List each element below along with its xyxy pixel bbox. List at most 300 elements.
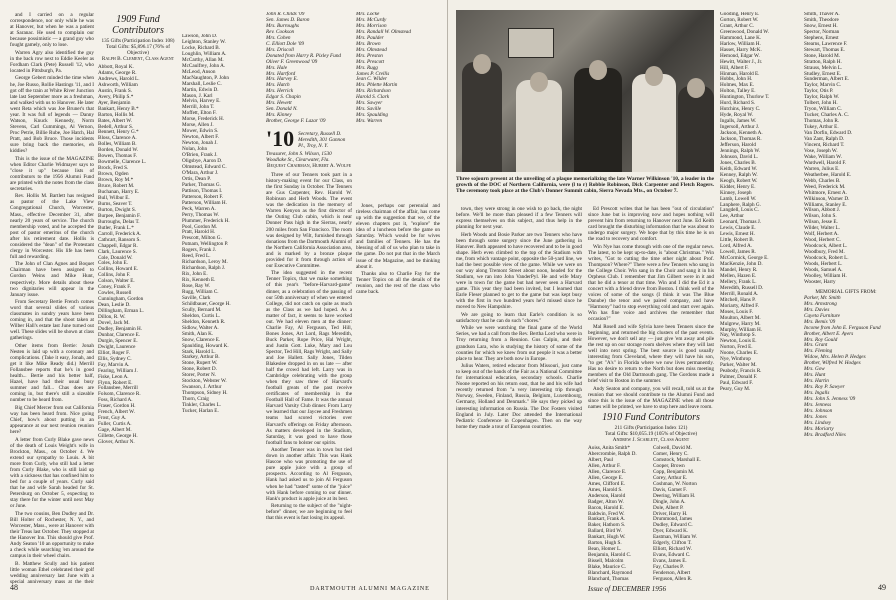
contributor-name: Weed, Frederick M. [804,183,846,190]
contributor-name: Blanchard, Thomas [588,576,629,581]
contributor-name: Deering, William H. [653,492,696,499]
contributor-name: Blake, Maurice C. [588,564,627,571]
class-note-paragraph: Ed Prescott writes that he has been "out of circulation" since June but is improving now and hopes nothing will prevent him from returning to Hanover next June. Ed Keith card brought the disturbing information that he was about to undergo major surgery. We hope that by this time he is on the road to recovery and comfort. [588,206,714,243]
contributor-name: Mower, Edwin S. [182,128,219,135]
contributor-name: Rogers, Frank J. [182,247,217,254]
contributor-name: Comer, Henry C. [653,451,689,457]
contributor-name: Rix, John E. [182,271,208,278]
contributor-name: Hill, Albert F. [720,64,749,71]
contributor-name: Stearns, Lawrence F. [804,40,848,47]
contributor-name: Dillingham, Erman L. [98,308,144,315]
contributor-name: Tucker, Charles A. C. [804,112,849,119]
memorial-gift-name: Mrs. Sawyer [356,100,383,107]
memorial-gift-name: Mrs. Ingalls [804,390,830,397]
memorial-gift-name: Mrs. Grant [804,342,828,349]
memorial-gift-name: Rev. Cookson [266,28,295,35]
contributor-name: Leighton, Stanley W. [182,38,226,45]
memorial-gift-name: Mrs. Randall W. Olmstead [356,28,411,35]
contributor-name: Patterson, William H. [182,199,227,206]
class-note-paragraph: A letter from Curly Blake gave news of the death of Louis Weight's wife in Brockton, Mass., on October 4. We extend our sympathy to Louis. A bit more from Curly, who still had a letter from Curly Blake, who is still laid up with a sickness that has confined him to bed for a couple of years. Curly said that he and wife Sarah headed for St. Petersburg on October 5, expecting to stay there for the winter until next May or June. [10,436,94,510]
memorial-gift-name: Brother, Albert E. Ayers [804,330,854,337]
contributor-name: Fiske, Leon A. [98,373,129,380]
contributor-name: Meredith, Russell D. [720,284,764,291]
memorial-gift-name: Mrs. Hewett [266,100,292,107]
contributor-name: Melvin, Harvey E. [182,98,221,105]
contributor-name: Follansbee, Merrill [98,385,138,392]
contributor-name: Dwight, Laurence [98,343,136,350]
memorial-gift-name: Mrs. Gow [804,366,825,373]
memorial-gift-name: Mrs. Saville [356,106,382,113]
contributor-name: Pratt, Harold H. [182,229,216,236]
contributor-name: Lewis, Ernest H. [720,231,755,238]
contributor-name: Taylor, Otis P. [804,88,834,95]
contributor-name: Tryon, William C. [804,106,842,113]
memorial-gift-name: Mrs. Richardson [356,88,391,95]
contributor-name: Locke, Richard B. [182,44,221,51]
contributor-name: Dean, Leslie D. [98,302,131,309]
contributor-name: Brown, Ogden [98,171,129,178]
contributor-name: Newton, Albert F. [182,134,220,141]
contributor-name: Nye, Winthrop [720,356,751,363]
contributor-name: McCormick, George E. [720,255,769,262]
memorial-gift-name: Income from John E. Ferguson Fund [804,324,881,331]
contributor-name: Cunningham, Gordon [98,296,144,303]
contributor-name: Dyer, Edward K. [653,528,689,535]
memorial-gift-name: Mrs. Fleming [804,348,833,355]
contributor-name: Fay, Marvin A. [98,361,130,368]
fund-1909-list-b [182,34,262,415]
contributor-name: Bankart, Frank A. [588,516,626,523]
contributor-name: Murphy, William H. [720,326,763,333]
contributor-name: Loughlin, William A. [182,50,227,57]
contributor-name: O'Brien, Frank J. [182,152,218,159]
contributor-name: Sunderman, Albert E. [804,76,849,83]
contributor-name: Durgin, Spencer E. [98,337,138,344]
contributor-name: Fay, Charles P. [653,564,684,571]
contributor-name: Bloss, Clarence A. [98,135,137,142]
contributor-name: Thompson, Sidney H. [182,390,228,397]
contributor-name: Hammond, Lane K. [720,34,762,41]
memorial-gift-name: Harold S. Clark [356,94,390,101]
contributor-name: Lord, Alfred A. [720,243,752,250]
class-note-paragraph: While we were watching the final game of the World Series, we had a call from the Rev. Bertha Lord who were in Troy returning from a Reunion. Gus Calpin, and their grandson Lara, who is studying the history of some of the counties for which we knew from out people it was a better place to hear. They are both now in Europe. [456,325,582,362]
contributor-name: Greenwood, Donald W. [720,28,769,35]
contributor-name: Mason, J. Karl [182,92,213,99]
contributor-name: Taylor, Marvin C. [804,82,842,89]
contributor-name: Burpee, Benjamin F. [98,212,141,219]
contributor-name: Cowles, Russell [98,290,132,297]
contributor-name: Dole, Albert P. [653,504,684,511]
contributor-name: Paul, Edward F. [720,380,754,387]
contributor-name: Richardson, Leroy M. [182,259,228,266]
memorial-plaque [508,28,554,58]
contributor-name: Harlow, William H. [720,40,761,47]
contributor-name: Jackson, Thomas R. [720,136,762,143]
contributor-name: Fuller, Curtis A. [98,421,132,428]
memorial-gift-name: Mrs. John S. Jenness '09 [804,396,856,403]
fund-1909-total: Total Gifts: $5,896.17 (76% of Objective) [106,44,170,56]
class-note-paragraph: Another Tenner was in town but tied down in another affair. This was Hank Hascoe who was promoting the use of pure apple juice with a group of prospects. According to Al Ferguson, Hank had asked us to join Al Ferguson when he had "tasted" some of the "juice" with Hank before coming to our dinner. Hank's product is apple juice at its best. [266,447,352,502]
contributor-name: Coshman, W. Norton [653,480,697,487]
fund-1910-list-a [588,446,649,581]
contributor-name: Bull, Wilbur E. [98,194,130,201]
contributor-name: Wardwell, Harold F. [804,159,847,166]
contributor-name: Wilson, Jesse E. [804,219,838,226]
contributor-name: Hasset, Harry McK. [720,46,762,53]
contributor-name: Starkey, Arthur B. [182,354,220,361]
contributor-name: Bennett, Henry G.* [98,129,139,136]
contributor-name: Woods, Samuel A. [804,266,843,273]
contributor-name: Scully, Bernard M. [182,306,222,313]
contributor-name: Cole, Donald W. [98,254,133,261]
dedication-photo [456,10,714,172]
contributor-name: Coles, John E. [98,260,128,267]
contributor-name: Bean, Homer L. [588,546,622,553]
contributor-name: Ferguson, Allen R. [653,576,693,581]
contributor-name: Holton, Talley E. [720,88,756,95]
contributor-name: Newton, Louis E. [720,338,757,345]
contributor-name: Hemond, Edgar W. [720,52,760,59]
contributor-name: Grant, Arthur C. [720,22,755,29]
contributor-name: Stark, Harold L. [182,348,216,355]
memorial-gift-name: Mrs. Harvey E. [266,76,298,83]
contributor-name: Williams, Stanley E. [804,201,847,208]
left-col-2 [98,12,178,584]
contributor-name: Colson, Walter E. [98,278,135,285]
memorial-gift-name: Mrs. Rugg [356,64,378,71]
contributor-name: Tucker, Harlan E. [182,408,219,415]
right-col-2 [588,206,714,581]
contributor-name: Webb, Charles B. [804,177,841,184]
contributor-name: Stratton, Ralph H. [804,58,842,65]
class-note-paragraph: town, they were strong in one wish to go back, the night before. We'll be more than pleased if a few Tenners will express themselves on this subject, and thus help in the planning for next year. [456,206,582,231]
contributor-name: Dudley, Edward C. [653,522,693,529]
contributor-name: Parker, Walter M. [720,362,757,369]
memorial-gift-name: Mrs. Hatch [266,82,290,89]
contributor-name: Clark, Laurence S. [98,248,137,255]
memorial-gift-name: Mrs. Hartin [804,378,829,385]
class-note-paragraph: Thanks also to Charlie Fay for the Tenner Topics on all the details of the reunion, and the rest of the class who came back. [356,271,440,296]
contributor-name: Glover, Arthur N. [98,439,135,446]
contributor-name: Wilson, John S. [804,213,837,220]
contributor-name: Smith, Thaver A. [804,12,840,17]
class-note-paragraph: Three of our Tenners took part in a history-making event for our Class, on the first Sunday in October. The Tenners are Gus Carpenter, Rev. Harold W. Robinson and Herb Woods. The event was the dedication in the memory of Warren Kenyon as the first director of the Outing Club cabin, which is near Donner Pass high in the Sierras, nearly 200 miles from San Francisco. The room was designed by Wilt, furnished through donations from the Dartmouth Alumni of the Northern California Association area, and is marked by a bronze plaque provided for it from through action of our Executive Committee. [266,172,352,269]
contributor-name: Ingersoll, Arthur J. [720,124,760,131]
class-1910-heading [266,126,352,152]
contributor-name: Bruce, Robert M. [98,183,135,190]
contributor-name: Van Dorfin, Edward D. [804,130,853,137]
magazine-footer: DARTMOUTH ALUMNI MAGAZINE [310,585,430,592]
contributor-name: Thomas, John R. [804,118,840,125]
contributor-name: Bolles, William B. [98,141,137,148]
contributor-name: Tukey, Arthur E. [804,124,839,131]
contributor-name: Rugg, William C. [182,288,219,295]
contributor-name: Abercrombie, Ralph D. [588,451,637,457]
contributor-name: Warren, Julius E. [804,165,840,172]
contributor-name: Frost, Guy A. [98,415,127,422]
contributor-name: Moriarty, Alfred F. [720,302,760,309]
contributor-name: Chappell, Edgar R. [98,242,138,249]
contributor-name: Parker, Thomas G. [182,181,221,188]
contributor-name: Ingalls, James W. [720,118,757,125]
contributor-name: Bedell, Arthur S. [98,123,134,130]
memorial-gift-name: Mrs. Hunt [804,372,826,379]
contributor-name: Leonard, Thomas J. [720,219,762,226]
fund-1909-title: 1909 Fund Contributors [112,14,164,36]
contributor-name: Rix, Kenneth E. [182,277,216,284]
class-note-paragraph: Julius Waters, retired educator from Missouri, just came to keep out of the hands of the Fair as a National Committee for international education, secondary schools. Charlie Noone reported on his return east, that he and his wife had recently returned from "a very interesting trip through Norway, Sweden, Finland, Russia, Belgium, Luxembourg, Germany, Holland and Denmark." He says they picked up interesting information on Russia. The Doc Fosters visited England in July. Later Doc attended the International Pediatric Conference in Copenhagen. Then on the way home they made a tour of European countries. [456,363,582,430]
class-note-paragraph: The John of Clan Agnes and Boquet Chairman have been assigned to Gordon Weins and Mike Hunt, respectively. More details about these two dignitaries will appear in the January issue. [10,261,94,298]
contributor-name: Gorton, Robert W. [720,16,759,23]
memorial-gift-name: Cayeta Furniture [804,312,840,319]
contributor-name: Andrews, Harold L. [98,75,140,82]
contributor-name: Allen, Clarence E. [588,468,627,475]
contributor-name: Dunbar, Clarence E. [98,331,141,338]
right-col-4 [804,12,888,584]
contributor-name: Putnam, Wellington P. [182,241,229,248]
contributor-name: Strauss, Melvin L. [804,64,843,71]
fund-1910-total: Total Gifts: $10,055.19 (105% of Objective) [604,431,698,438]
contributor-name: McCaulfrey, John A. [182,62,226,69]
contributor-name: Bissell, Malcolm [588,558,624,565]
memorial-gift-name: Mrs. Kinney [266,112,292,119]
contributor-name: Allen, George E. [588,474,624,481]
memorial-gift-name: Mrs. Bradford Niles [804,431,846,438]
contributor-name: Plummer, Frederick H. [182,217,230,224]
class-note-paragraph: Other items from Bertie: Jonah Nesten is laid up with a coronary and complications. (Take it easy, Jonah, and get it like Mike Ready did.) Merrill Follansbee reports that he's in good health... Bertie and his better half, Hazel, have had their usual busy summer and fall... Chas does are coming in, but there's still a sizeable number to be heard from. [10,342,94,404]
contributor-name: O'Mara, Arthur J. [182,169,219,176]
contributor-name: Mandel, Henry R. [720,266,758,273]
right-col-3 [720,12,800,584]
contributor-name: Huntington, Thurlow T. [720,94,770,101]
contributor-name: Avery, Philip S.* [98,93,134,100]
contributor-name: Drummond, James [653,516,693,523]
contributor-name: Stone, Robert D. [182,366,217,373]
fund-1910-list-d [804,12,888,286]
contributor-name: Keith, Edward W. [720,165,758,172]
contributor-name: Weatherbee, Harold E. [804,171,852,178]
contributor-name: Nolan, John [182,146,208,153]
memorial-gift-name: Brother, George F. Lazar '09 [266,118,326,125]
right-col-1 [456,206,582,581]
class-note-paragraph: Big Chief Mercer from out California way has been heard from. Nice going Chief, how's about putting in an appearance at our next reunion reunion here? [10,404,94,436]
contributor-name: Olmstead, Edward C. [182,163,227,170]
memorial-gift-name: Mrs. Driscoll [266,46,294,53]
left-folio: 48 [10,583,18,592]
fund-1910-agent: Andrew J. Scarlett, Class Agent [612,437,690,444]
class-note-paragraph: From Secretary Bertie French comes word that several slides of various classmates in sundry years have been coming in, and that the shoot taken at Wilber Hall's estate last June turned out well. These slides will be shown at class gatherings. [10,299,94,342]
contributor-name: Norton, Fred E. [720,344,753,351]
memorial-gift-name: John R. Childs '09 [266,12,305,17]
contributor-name: Smith, Alan K. [182,330,214,337]
contributor-name: Buchanan, Harry E. [98,189,140,196]
contributor-name: Bowen, Thomas F. [98,153,137,160]
contributor-name: Dillon, R. W. [98,314,126,321]
contributor-name: Schildbauer, George H. [182,300,231,307]
contributor-name: Dudley, Benjamin H. [98,325,143,332]
contributor-name: Coney, Frank F. [98,284,131,291]
contributor-name: Cathcart, Ransom S. [98,236,141,243]
fund-1910-list-c [720,12,800,393]
contributor-name: Wilson, Abbott J. [804,207,841,214]
contributor-name: Sheldon, Curtis L. [182,312,221,319]
contributor-name: Kinney, Joseph [720,189,752,196]
contributor-name: Spector, Norman [804,28,840,35]
memorial-gift-name: Parker, Mr. Smith [804,294,841,301]
contributor-name: Hewitt, Walter J., Jr. [720,58,763,65]
contributor-name: Langdell, Louis C. [720,207,759,214]
class-note-paragraph: Win Nye has come through with one of the regular news. The latest, to be kept up-to-date, is "about Christmas." Win writes, "Got to cutting the time other night about Prof. Thompson? Where?" There were a few Tenners who sang in the College Choir. Win sang in the Choir and sang it in his Orpheus Club. I remember that Jim Gilbert were in it and that he did a tenor at that time. Win and I did the Ed it a concert with a friend drove from Boston. I think well of the voices of some of the songs (I think it was The Blue Danube) the tenor and we paired company, and have "Harmony" had to stop everything cold and start over again. Win has fine voice and archives the remember that occasion?" [588,243,714,323]
contributor-name: Stewart, Thomas E. [804,46,845,53]
left-col-3 [182,34,262,600]
memorial-gift-name: Mrs. Hale [266,64,288,71]
contributor-name: Elliot, Roger F. [98,349,130,356]
class-note-paragraph: B. Matthew Scully and his patient little woman Ethel celebrated their golf wedding anniversary last June with a special anniversary mass at the their [10,560,94,584]
contributor-name: Jackson, Kenneth A. [720,130,763,137]
contributor-name: Elliott, Richard W. [653,546,692,553]
memorial-gift-name: Mrs. Brown [356,40,381,47]
contributor-name: Eastman, William W. [653,534,698,541]
contributor-name: Driver, Harry H. [653,510,688,517]
contributor-name: Hyde, Royal W. [720,112,754,119]
contributor-name: Pool, Gordon M. [182,223,218,230]
contributor-name: Oligsbye, Aaron D. [182,158,223,165]
contributor-name: Wake, William W. [804,153,842,160]
contributor-name: Peabody, Francis R. [720,368,762,375]
memorial-gift-name: Mrs. Hartford [266,70,296,77]
contributor-name: Van Zant, Ralph D. [804,136,845,143]
left-col-4 [266,12,352,584]
memorial-gift-name: Mrs. Davies [804,306,830,313]
memorial-gift-name: Jean C. Wilder [356,76,387,83]
contributor-name: Sidlow, Walter A. [182,324,219,331]
contributor-name: Anderson, Harold [588,492,626,499]
memorial-gift-name: Mrs. Roy P. Sawyer [804,384,845,391]
contributor-name: Dingle, John A. [653,498,686,505]
contributor-name: Peary, Guy M. [720,386,751,393]
contributor-name: Collins, Howard E. [98,266,139,273]
contributor-name: Lee, Arthur [720,213,744,220]
photo-caption: Three sojourn present at the unveiling of a plaque memorializing the late Warner Wilkinson '10, a leader in the growth of the DOC of Northern California, were (l to r) Robbie Robinson, Dick Carpenter and Fletch Rogers. The ceremony took place at the Club's Donner Summit cabin, Sierra Nevada Mts., on October 7. [456,176,714,195]
contributor-name: Ashworth, William [98,81,138,88]
memorial-gift-name: Mrs. Phlette Martin [356,82,398,89]
contributor-name: Richardson, Ralph J. [182,265,226,272]
memorial-gifts-head: MEMORIAL GIFTS FROM: [815,288,877,295]
contributor-name: Jefferson, Harold [720,141,756,148]
contributor-name: Aoiss, Anita Smith* [588,445,630,452]
contributor-name: Blanchard, Raymond [588,570,633,577]
contributor-name: Lowell, James R. [720,249,757,256]
contributor-name: Baker, Hathorn S. [588,522,626,529]
contributor-name: Marshall, Leslie C. [182,80,222,87]
contributor-name: MacKenzie, John D. [720,261,763,268]
contributor-name: Hutchins, Henry C. [720,106,761,113]
contributor-name: Lewis, Claude E. [720,225,756,232]
contributor-name: Cooper, Brown [653,462,685,469]
memorial-gift-name: Mrs. Herrick [266,88,294,95]
class-year: '10 [266,126,295,152]
left-col-5 [356,12,440,584]
contributor-name: Bates, Albert W. [98,117,133,124]
contributor-name: Jennings, Ralph W. [720,147,761,154]
contributor-name: Morse, Allen J. [182,122,214,129]
contributor-name: Spaulding, Howard K. [182,342,229,349]
contributor-name: Collins, John F. [98,272,131,279]
contributor-name: Stone, Harold M. [804,52,841,59]
contributor-name: Burns, Seaver T. [98,200,133,207]
contributor-name: Taylor, Ralph W. [804,94,840,101]
contributor-name: MacNaughton, P. John [182,74,229,81]
memorial-gift-name: Sen. James D. Baron [266,16,310,23]
contributor-name: Gooding, Henry E. [720,12,760,17]
contributor-name: Merrill, John T. [182,104,215,111]
class-note-paragraph: George Gebert minded the time when he, Joe Russo, Rollie Hastings '11, and I got off the train at White River Junction late last September more as a freshman, and walked with us to Hanover. He later went Reta which was Joe Bruner's that year. It was full of legends — Danny Watson, Knuck Kennedy, Norm Stevens, Carl Cummings, Al Vernon, Proc Petrie, Billie Rube, Joe Hatch, Hal Pratt, and Bob Bruce. Those incidents sure bring back the memories, eh kiddies? [10,75,94,155]
contributor-name: Austin, Frank S. [98,87,133,94]
class-note-paragraph: Herb Woods and Bosie Parker are two Tenners who have been through some surgery since the June gathering in Hanover. Both appeared to have recovered and to be in good shape. Herb even climbed to the top of the Stadium with me, from which vantage point, opposite the 50-yard line, we had the best possible view of the game. While we were on our way along Tremont Street about noon, headed for the Stadium, we ran into John VanderPyl. He and wife Mary were in town for the game but had never seen a Harvard game. This year they had been invited, but I learned that Earle Fleser planned to get to the game but was kept busy with the first in two hundred years he'd missed since he moved to New Hampshire. [456,231,582,311]
class-bequest-chairman: Bequest Chairman, Hubert A. Wolfe [266,163,352,170]
contributor-name: Woodbury, Fred M. [804,249,845,256]
right-page [448,0,896,600]
contributor-name: Moulton, Albert M. [720,314,761,321]
contributor-name: Borden, Donald W. [98,147,139,154]
contributor-name: Moses, Louis F. [720,308,754,315]
contributor-name: Albert, Paul [588,456,614,463]
memorial-gift-name: Mrs. Roy Gould [804,336,838,343]
contributor-name: Woodcock, Albert L. [804,243,848,250]
contributor-name: Kenney, Ralph W. [720,171,758,178]
contributor-name: Bankart, Hugh W. [588,534,626,541]
memorial-gift-name: Mrs. Paulder [356,34,384,41]
contributor-name: Palmer, Donald F. [720,374,758,381]
class-note-paragraph: Returning to the subject of the "night-before" dinner, we are beginning to feel that this event is fast losing its appeal. [266,503,352,522]
contributor-name: Bowmelle, Clarence L. [98,159,147,166]
contributor-name: Fearing, William J. [98,367,138,374]
memorial-gift-name: Mrs. Spaulding [356,112,388,119]
contributor-name: Ames, Clifford E. [588,480,626,487]
memorial-gift-name: Mrs. Bemis '09 [804,318,836,325]
contributor-name: Abbott, Royal K. [98,64,134,70]
class-note-paragraph: Warren Agry also identified the guy in the back row next to Eddie Keeler as Fordham Clark (Pete) Russell '12, who located in Pittsburgh, Pa. [10,49,94,74]
contributor-name: Foss, Richard A. [98,397,133,404]
contributor-name: Woolley, William H. [804,272,847,279]
class-note-paragraph: This is the issue of the MAGAZINE when Editor Charlie Widmayer says to "close it up" because lists of contributors to the 1956 Alumni Fund are printed with the notes from the class secretaries. [10,155,94,192]
contributor-name: Hurd, Richard S. [720,100,756,107]
contributor-name: Sheldon, Kenneth R. [182,318,226,325]
class-note-paragraph: Jones, perhaps our perennial and tireless chairman of the affair, has come up with the suggestion that we, of the eleven chapters put it, "explore" the idea of a luncheon before the game on Saturday. Which would be for wives and families of Tenners. He has the blessing of all of us who plan to take in the game. Do not put that in the March issue of the Magazine, and be thinking about it. [356,203,440,270]
fund-1910-title: 1910 Fund Contributors [602,412,700,424]
contributor-name: Mitchell, Hans P. [720,296,756,303]
memorial-gift-name: Mrs. Olmstead [356,46,387,53]
memorial-gift-name: Widow, Mrs. Helen P. Hedges [804,354,866,361]
contributor-name: Prescott, Milton G. [182,235,222,242]
contributor-name: Carroll, Frederick A. [98,230,142,237]
contributor-name: Bankart, Henry B.* [98,105,139,112]
contributor-name: McLeod, Anson [182,68,216,75]
contributor-name: Gage, Albert M. [98,427,132,434]
class-note-paragraph: Andy Seaton and company, you will recall, told us at the reunion that we should contribute to the Alumni Fund and since this is the issue of the MAGAZINE when all those names will be printed, we have to stop here and leave room. [588,385,714,410]
memorial-gift-name: Mrs. Jenness [804,402,832,408]
contributor-name: Snow, Clarence E. [182,336,221,343]
contributor-name: Patterson, Robert F. [182,193,224,200]
memorial-gift-name: Mrs. Burroughs [266,22,299,29]
contributor-name: Stephens, Ernest [804,34,839,41]
contributor-name: Merrill, Ronald A. [720,290,759,297]
contributor-name: Edgerly, Clifton T. [653,540,692,547]
contributor-name: Vose, Joseph W. [804,147,838,154]
contributor-name: Badger, Alton W. [588,498,624,505]
contributor-name: Wooster, Harry [804,278,836,285]
contributor-name: Hobbs, John H. [720,76,753,83]
